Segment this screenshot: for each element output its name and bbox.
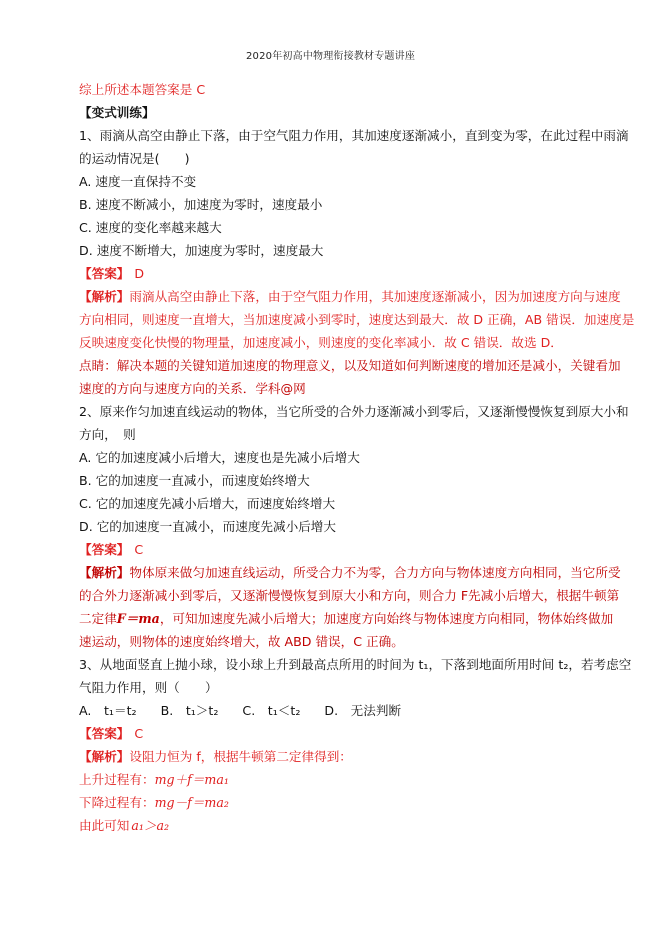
q1-analysis-line-1 [79, 285, 621, 308]
q1-tip-line-2: 速度的方向与速度方向的关系．学科@网 [79, 381, 306, 396]
q2-answer-label: 【答案】 [79, 542, 130, 557]
q1-analysis-line-3: 反映速度变化快慢的物理量，加速度减小，则速度的变化率减小．故 C 错误．故选 D． [79, 335, 563, 350]
q3-analysis-label: 【解析】 [79, 749, 130, 764]
q3-choices [79, 699, 599, 722]
q1-stem-line-2: 的运动情况是( ) [79, 151, 190, 166]
q3-down-equation: mg－f＝ma₂ [154, 795, 229, 810]
q3-conclusion-line [79, 814, 599, 837]
page-header: 2020年初高中物理衔接教材专题讲座 [245, 51, 416, 62]
q2-option-a: A. 它的加速度减小后增大，速度也是先减小后增大 [79, 450, 360, 465]
q1-option-b: B. 速度不断减小，加速度为零时，速度最小 [79, 197, 323, 212]
q3-choice-a: A. t₁＝t₂ [79, 703, 137, 718]
section-title: 【变式训练】 [79, 105, 155, 120]
q1-tip-line-1: 点睛：解决本题的关键知道加速度的物理意义，以及知道如何判断速度的增加还是减小，关键看加 [79, 358, 621, 373]
q3-answer [79, 722, 599, 745]
q3-up-equation-line [79, 768, 599, 791]
q2-answer [79, 538, 599, 561]
q3-choice-d: D. 无法判断 [324, 703, 402, 718]
q2-stem-line-2: 方向， 则 [79, 427, 136, 442]
q2-option-c: C. 它的加速度先减小后增大，而速度始终增大 [79, 496, 336, 511]
q3-conclusion-label: 由此可知 [79, 818, 130, 833]
q3-answer-label: 【答案】 [79, 726, 130, 741]
q1-stem-line-1: 1、雨滴从高空由静止下落，由于空气阻力作用，其加速度逐渐减小，直到变为零，在此过程中雨滴 [79, 128, 629, 143]
q3-answer-value: C [134, 726, 144, 741]
q2-analysis-line-4: 速运动，则物体的速度始终增大，故 ABD 错误，C 正确。 [79, 634, 404, 649]
document-body [79, 78, 635, 837]
q3-up-label: 上升过程有： [79, 772, 155, 787]
q2-analysis-text-1: 物体原来做匀加速直线运动，所受合力不为零，合力方向与物体速度方向相同，当它所受 [129, 565, 621, 580]
q2-analysis-line-1 [79, 561, 621, 584]
q1-analysis-text-1: 雨滴从高空由静止下落，由于空气阻力作用，其加速度逐渐减小，因为加速度方向与速度 [129, 289, 621, 304]
q2-stem-line-1: 2、原来作匀加速直线运动的物体，当它所受的合外力逐渐减小到零后，又逐渐慢慢恢复到原大小和 [79, 404, 629, 419]
q3-analysis [79, 745, 599, 768]
q1-option-a: A. 速度一直保持不变 [79, 174, 197, 189]
q2-answer-value: C [134, 542, 144, 557]
q2-option-b: B. 它的加速度一直减小，而速度始终增大 [79, 473, 310, 488]
q2-analysis-text-3a: 二定律 [79, 611, 117, 626]
q1-option-c: C. 速度的变化率越来越大 [79, 220, 222, 235]
question-1 [79, 124, 635, 400]
q1-option-d: D. 速度不断增大，加速度为零时，速度最大 [79, 243, 324, 258]
q2-analysis-line-3 [79, 607, 614, 630]
q2-analysis-line-2: 的合外力逐渐减小到零后，又逐渐慢慢恢复到原大小和方向，则合力 F先减小后增大，根据牛顿第 [79, 588, 620, 603]
q3-conclusion-equation: a₁＞a₂ [131, 818, 170, 833]
q3-stem-line-1: 3、从地面竖直上抛小球，设小球上升到最高点所用的时间为 t₁，下落到地面所用时间 t₂，若考虑空 [79, 657, 632, 672]
q3-choice-c: C. t₁＜t₂ [242, 703, 301, 718]
newton-formula: F＝ma [116, 611, 160, 626]
q3-stem-line-2: 气阻力作用，则（ ） [79, 680, 218, 695]
q3-down-equation-line [79, 791, 599, 814]
q2-option-d: D. 它的加速度一直减小，而速度先减小后增大 [79, 519, 336, 534]
q1-analysis-label: 【解析】 [79, 289, 130, 304]
question-3 [79, 653, 632, 837]
q1-analysis-line-2: 方向相同，则速度一直增大，当加速度减小到零时，速度达到最大．故 D 正确，AB 错误．加速度是 [79, 312, 635, 327]
q2-analysis-label: 【解析】 [79, 565, 130, 580]
q3-down-label: 下降过程有： [79, 795, 155, 810]
q1-answer-value: D [134, 266, 145, 281]
question-2 [79, 400, 629, 653]
q3-analysis-text: 设阻力恒为 f，根据牛顿第二定律得到： [129, 749, 352, 764]
q3-choice-b: B. t₁＞t₂ [160, 703, 219, 718]
q3-up-equation: mg＋f＝ma₁ [154, 772, 229, 787]
summary-line: 综上所述本题答案是 C [79, 82, 206, 97]
q1-answer [79, 262, 599, 285]
q2-analysis-text-3b: ，可知加速度先减小后增大；加速度方向始终与物体速度方向相同，物体始终做加 [159, 611, 614, 626]
q1-answer-label: 【答案】 [79, 266, 130, 281]
